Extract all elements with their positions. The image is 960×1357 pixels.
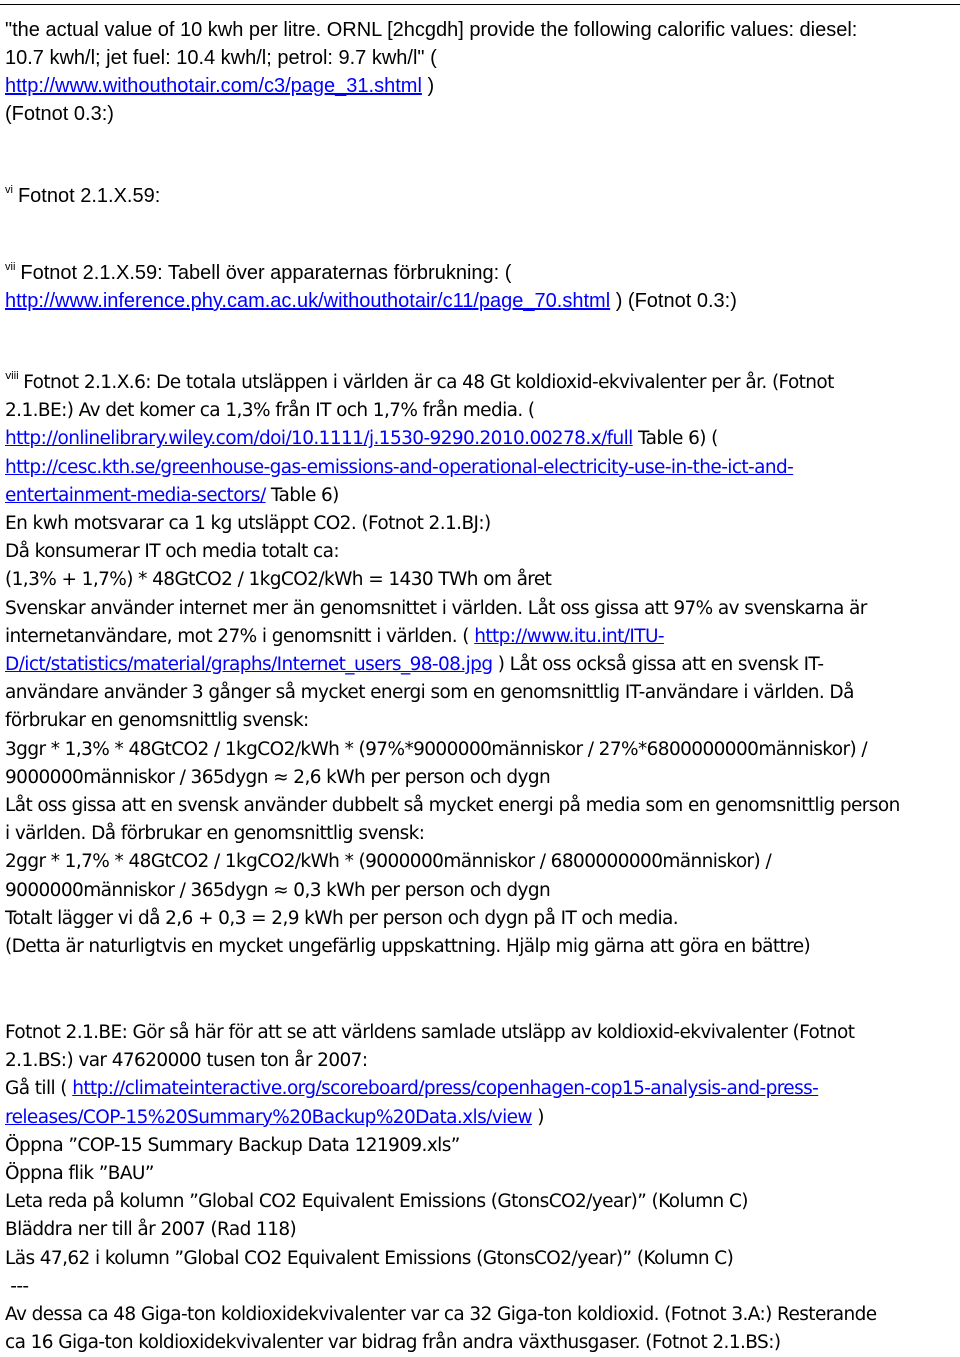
note-viii-line: användare använder 3 gånger så mycket energi som en genomsnittlig IT-användare i världen. Då <box>5 682 854 704</box>
climateinteractive-link[interactable]: http://climateinteractive.org/scoreboard/press/copenhagen-cop15-analysis-and-press- <box>72 1078 819 1100</box>
note-viii-line: internetanvändare, mot 27% i genomsnitt i världen. ( http://www.itu.int/ITU- <box>5 625 664 647</box>
quote-line: "the actual value of 10 kwh per litre. ORNL [2hcgdh] provide the following calorific values: diesel: <box>5 19 858 41</box>
quote-link-line <box>5 72 954 100</box>
bottom-line: Bläddra ner till år 2007 (Rad 118) <box>5 1219 297 1241</box>
bottom-line: Öppna ”COP-15 Summary Backup Data 121909.xls” <box>5 1134 460 1156</box>
bottom-line: 2.1.BS:) var 47620000 tusen ton år 2007: <box>5 1050 368 1072</box>
quote-line: 10.7 kwh/l; jet fuel: 10.4 kwh/l; petrol: 9.7 kwh/l" ( <box>5 47 437 69</box>
note-viii-line: (Detta är naturligtvis en mycket ungefärlig uppskattning. Hjälp mig gärna att göra en bättre) <box>5 936 811 958</box>
kth-link[interactable]: http://cesc.kth.se/greenhouse-gas-emissions-and-operational-electricity-use-in-the-ict-and- <box>5 456 794 478</box>
note-viii-line: Låt oss gissa att en svensk använder dubbelt så mycket energi på media som en genomsnittlig person <box>5 795 900 817</box>
note-viii-line: 2.1.BE:) Av det komer ca 1,3% från IT och 1,7% från media. ( <box>5 400 535 422</box>
link-suffix: ) <box>421 75 435 97</box>
withouthotair-link[interactable]: http://www.withouthotair.com/c3/page_31.shtml <box>5 75 422 97</box>
note-vi <box>5 182 954 210</box>
bottom-line: Fotnot 2.1.BE: Gör så här för att se att världens samlade utsläpp av koldioxid-ekvivalenter (Fotnot <box>5 1022 855 1043</box>
note-vii <box>5 259 954 315</box>
footnote-marker: viii <box>5 369 19 382</box>
bottom-line: Leta reda på kolumn ”Global CO2 Equivalent Emissions (GtonsCO2/year)” (Kolumn C) <box>5 1191 748 1213</box>
link-suffix: ) (Fotnot 0.3:) <box>610 290 737 312</box>
wiley-link[interactable]: http://onlinelibrary.wiley.com/doi/10.1111/j.1530-9290.2010.00278.x/full <box>5 428 633 450</box>
note-vi-text: Fotnot 2.1.X.59: <box>17 185 161 207</box>
footnote-marker: vii <box>5 261 16 273</box>
note-viii-line: 9000000människor / 365dygn ≈ 2,6 kWh per person och dygn <box>5 766 551 788</box>
note-viii-line: (1,3% + 1,7%) * 48GtCO2 / 1kgCO2/kWh = 1430 TWh om året <box>5 569 552 591</box>
separator-dashes: --- <box>5 1275 29 1297</box>
bottom-block <box>5 1019 954 1357</box>
note-viii-line: D/ict/statistics/material/graphs/Internet_users_98-08.jpg ) Låt oss också gissa att en svensk IT- <box>5 654 824 676</box>
note-vii-text: Fotnot 2.1.X.59: Tabell över apparaternas förbrukning: ( <box>20 262 512 284</box>
note-viii <box>5 369 954 961</box>
kth-link-continued[interactable]: entertainment-media-sectors/ <box>5 484 266 506</box>
note-viii-line: förbrukar en genomsnittlig svensk: <box>5 710 309 732</box>
note-viii-line: Då konsumerar IT och media totalt ca: <box>5 541 339 563</box>
bottom-line: Läs 47,62 i kolumn ”Global CO2 Equivalent Emissions (GtonsCO2/year)” (Kolumn C) <box>5 1247 734 1269</box>
top-rule <box>0 4 960 5</box>
note-vii-line <box>5 259 954 287</box>
quote-block <box>5 16 954 128</box>
note-viii-line: 2ggr * 1,7% * 48GtCO2 / 1kgCO2/kWh * (9000000människor / 6800000000människor) / <box>5 851 772 873</box>
bottom-line: releases/COP-15%20Summary%20Backup%20Data.xls/view ) <box>5 1106 544 1128</box>
bottom-line: ca 16 Giga-ton koldioxidekvivalenter var bidrag från andra växthusgaser. (Fotnot 2.1.BS:) <box>5 1332 781 1354</box>
note-viii-line: Svenskar använder internet mer än genomsnittet i världen. Låt oss gissa att 97% av svenskarna är <box>5 597 867 619</box>
itu-link[interactable]: http://www.itu.int/ITU- <box>474 625 664 647</box>
bottom-line: Öppna flik ”BAU” <box>5 1163 154 1185</box>
note-vi-line <box>5 182 954 210</box>
note-viii-line <box>5 454 954 482</box>
bottom-line: Gå till ( http://climateinteractive.org/scoreboard/press/copenhagen-cop15-analysis-and-press- <box>5 1078 819 1100</box>
note-vii-link-line <box>5 287 954 315</box>
bottom-line: Av dessa ca 48 Giga-ton koldioxidekvivalenter var ca 32 Giga-ton koldioxid. (Fotnot 3.A:) Resterande <box>5 1304 877 1326</box>
note-viii-line: En kwh motsvarar ca 1 kg utsläppt CO2. (Fotnot 2.1.BJ:) <box>5 513 491 535</box>
climateinteractive-link-continued[interactable]: releases/COP-15%20Summary%20Backup%20Data.xls/view <box>5 1106 532 1128</box>
note-viii-line: i världen. Då förbrukar en genomsnittlig svensk: <box>5 823 425 845</box>
note-viii-line: entertainment-media-sectors/ Table 6) <box>5 484 339 506</box>
quote-footnote-ref: (Fotnot 0.3:) <box>5 103 114 125</box>
inference-link[interactable]: http://www.inference.phy.cam.ac.uk/withouthotair/c11/page_70.shtml <box>5 290 611 312</box>
note-viii-line: http://onlinelibrary.wiley.com/doi/10.1111/j.1530-9290.2010.00278.x/full Table 6) ( <box>5 428 718 450</box>
note-viii-line: 9000000människor / 365dygn ≈ 0,3 kWh per person och dygn <box>5 879 551 901</box>
note-viii-line: 3ggr * 1,3% * 48GtCO2 / 1kgCO2/kWh * (97%*9000000människor / 27%*6800000000människor) / <box>5 738 868 760</box>
footnote-marker: vi <box>5 184 13 196</box>
itu-link-continued[interactable]: D/ict/statistics/material/graphs/Internet_users_98-08.jpg <box>5 654 493 676</box>
note-viii-line: $^{viii}$ Fotnot 2.1.X.6: De totala utsläppen i världen är ca 48 Gt koldioxid-ekvivalenter per år. (Fotnot <box>5 369 834 393</box>
note-viii-line: Totalt lägger vi då 2,6 + 0,3 = 2,9 kWh per person och dygn på IT och media. <box>5 907 679 929</box>
